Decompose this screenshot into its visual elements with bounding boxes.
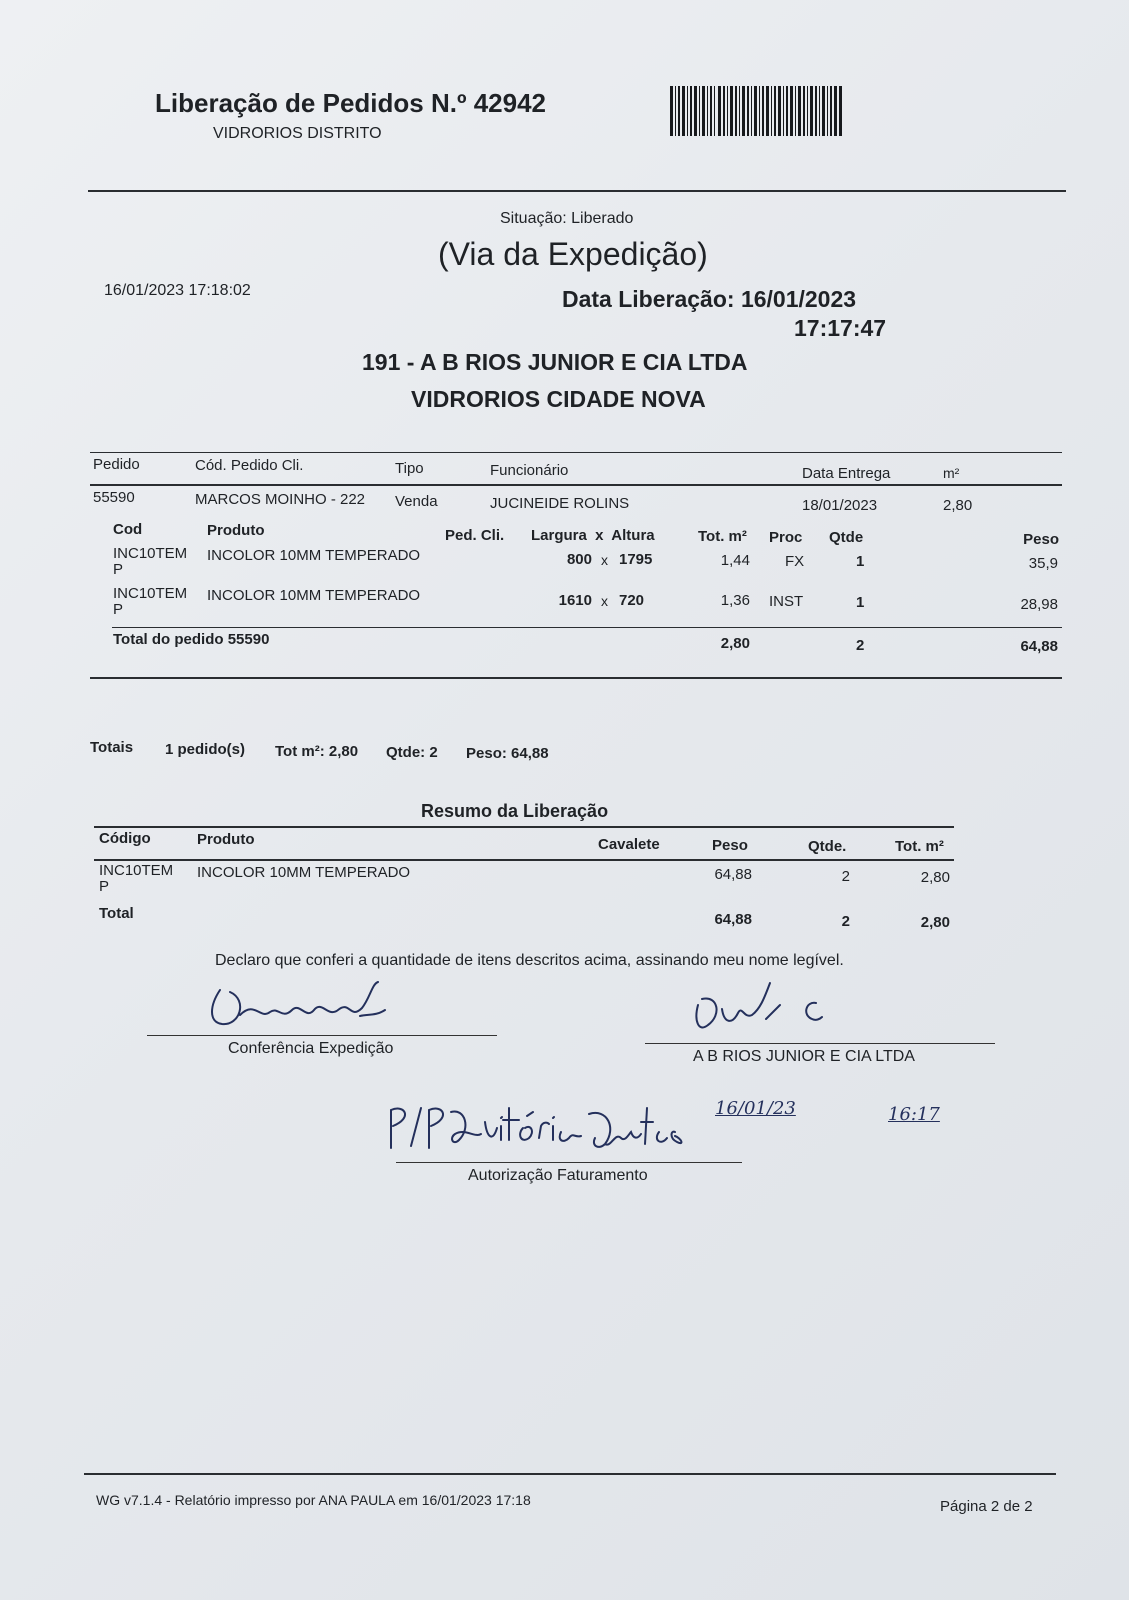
item-col-largura-altura: Largura x Altura: [531, 527, 655, 544]
signature-line-autorizacao: [396, 1162, 742, 1163]
item-1-produto: INCOLOR 10MM TEMPERADO: [207, 547, 421, 564]
signature-autorizacao: [385, 1098, 725, 1170]
item-col-proc: Proc: [769, 529, 803, 546]
col-pedido: Pedido: [93, 456, 140, 473]
order-funcionario: JUCINEIDE ROLINS: [490, 495, 630, 512]
signature-conferencia-drawing: [200, 980, 400, 1030]
item-col-peso: Peso: [1023, 531, 1059, 548]
col-m2: m²: [943, 465, 960, 481]
item-1-qtde: 1: [856, 553, 865, 570]
item-2-produto: INCOLOR 10MM TEMPERADO: [207, 587, 421, 604]
declaration-text: Declaro que conferi a quantidade de itens descritos acima, assinando meu nome legível.: [215, 952, 844, 969]
order-cod-pedido-cli: MARCOS MOINHO - 222: [195, 491, 366, 508]
item-2-x: x: [601, 593, 608, 609]
signature-line-cliente: [645, 1043, 995, 1044]
resumo-col-qtde: Qtde.: [808, 838, 847, 855]
item-1-proc: FX: [785, 553, 805, 570]
item-1-cod: INC10TEM: [113, 545, 188, 562]
item-1-tot-m2: 1,44: [720, 552, 750, 569]
resumo-row-tot-m2: 2,80: [920, 869, 950, 886]
item-2-qtde: 1: [856, 594, 865, 611]
resumo-total-qtde: 2: [841, 913, 850, 930]
footer-rule: [84, 1473, 1056, 1475]
item-col-qtde: Qtde: [829, 529, 864, 546]
print-timestamp: 16/01/2023 17:18:02: [104, 282, 251, 299]
order-tipo: Venda: [395, 493, 438, 510]
document-title: Liberação de Pedidos N.º 42942: [155, 88, 546, 118]
item-1-cod-cont: P: [113, 561, 124, 578]
header-divider: [88, 190, 1066, 192]
item-2-cod: INC10TEM: [113, 585, 188, 602]
resumo-col-tot-m2: Tot. m²: [895, 838, 944, 855]
item-2-largura: 1610: [558, 592, 592, 609]
item-2-cod-cont: P: [113, 601, 124, 618]
item-1-x: x: [601, 552, 608, 568]
totals-tot-m2: Tot m²: 2,80: [275, 743, 359, 760]
item-1-largura: 800: [566, 551, 592, 568]
col-tipo: Tipo: [395, 460, 424, 477]
conferencia-label: Conferência Expedição: [228, 1040, 394, 1057]
item-2-peso: 28,98: [1020, 596, 1058, 613]
order-data-entrega: 18/01/2023: [802, 497, 878, 514]
order-m2: 2,80: [943, 497, 973, 514]
order-total-label: Total do pedido 55590: [113, 631, 270, 648]
totals-label: Totais: [90, 739, 134, 756]
resumo-col-produto: Produto: [197, 831, 255, 848]
order-total-peso: 64,88: [1020, 638, 1058, 655]
item-col-tot-m2: Tot. m²: [698, 528, 747, 545]
resumo-total-peso: 64,88: [714, 911, 752, 928]
col-funcionario: Funcionário: [490, 462, 569, 479]
resumo-row-peso: 64,88: [714, 866, 752, 883]
order-total-rule: [112, 627, 1062, 628]
item-col-cod: Cod: [113, 521, 143, 538]
signature-cliente: [688, 975, 848, 1035]
order-section-end-rule: [90, 677, 1062, 679]
resumo-col-cavalete: Cavalete: [598, 836, 660, 853]
resumo-row-produto: INCOLOR 10MM TEMPERADO: [197, 864, 411, 881]
signature-cliente-drawing: [688, 975, 848, 1035]
resumo-col-peso: Peso: [712, 837, 748, 854]
totals-qtde: Qtde: 2: [386, 744, 438, 761]
resumo-row-cod-cont: P: [99, 878, 110, 895]
situacao: Situação: Liberado: [500, 210, 634, 227]
barcode: [670, 86, 842, 136]
order-total-m2: 2,80: [720, 635, 750, 652]
resumo-title: Resumo da Liberação: [421, 801, 609, 821]
customer-name: 191 - A B RIOS JUNIOR E CIA LTDA: [362, 349, 748, 375]
item-2-tot-m2: 1,36: [720, 592, 750, 609]
col-data-entrega: Data Entrega: [802, 465, 891, 482]
signature-conferencia: [200, 980, 400, 1030]
resumo-total-m2: 2,80: [920, 914, 950, 931]
autorizacao-label: Autorização Faturamento: [468, 1167, 648, 1184]
data-liberacao: Data Liberação: 16/01/2023: [562, 286, 857, 312]
customer-branch: VIDRORIOS CIDADE NOVA: [411, 386, 706, 412]
order-pedido: 55590: [93, 489, 135, 506]
item-2-altura: 720: [619, 592, 645, 609]
handwritten-date: 16/01/23: [715, 1098, 796, 1119]
resumo-row-cod: INC10TEM: [99, 862, 174, 879]
signature-line-conferencia: [147, 1035, 497, 1036]
handwritten-time: 16:17: [888, 1104, 940, 1125]
resumo-row-qtde: 2: [841, 868, 850, 885]
order-table-top-rule: [90, 452, 1062, 453]
resumo-col-codigo: Código: [99, 830, 151, 847]
order-total-qtde: 2: [856, 637, 865, 654]
signature-autorizacao-drawing: [385, 1098, 725, 1170]
company-name: VIDRORIOS DISTRITO: [213, 125, 382, 142]
item-2-proc: INST: [769, 593, 804, 610]
resumo-top-rule: [94, 826, 954, 828]
item-col-produto: Produto: [207, 522, 265, 539]
resumo-total-label: Total: [99, 905, 134, 922]
data-liberacao-time: 17:17:47: [794, 315, 887, 341]
cliente-label: A B RIOS JUNIOR E CIA LTDA: [693, 1048, 915, 1065]
resumo-header-rule: [94, 859, 954, 861]
col-cod-pedido-cli: Cód. Pedido Cli.: [195, 457, 304, 474]
footer-printed-by: WG v7.1.4 - Relatório impresso por ANA PAULA em 16/01/2023 17:18: [96, 1492, 531, 1508]
footer-page: Página 2 de 2: [940, 1498, 1033, 1515]
order-table-header-rule: [90, 484, 1062, 486]
item-col-ped-cli: Ped. Cli.: [445, 527, 505, 544]
item-1-altura: 1795: [619, 551, 653, 568]
item-1-peso: 35,9: [1028, 555, 1058, 572]
totals-pedidos: 1 pedido(s): [165, 741, 246, 758]
via-label: (Via da Expedição): [438, 236, 708, 272]
totals-peso: Peso: 64,88: [466, 745, 549, 762]
